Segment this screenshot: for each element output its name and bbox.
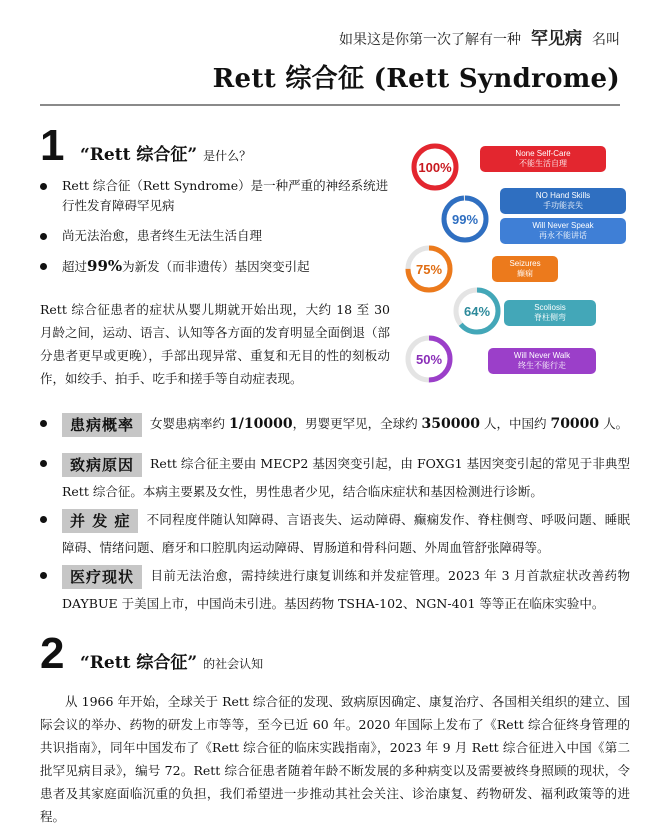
- bullet-dot: [40, 572, 47, 579]
- bullet-pre: 超过: [62, 259, 88, 274]
- section1-bullets: [40, 176, 390, 287]
- page-title: Rett 综合征 (Rett Syndrome): [212, 64, 620, 94]
- ring-50: 50%: [404, 334, 454, 384]
- section1-title: [80, 140, 251, 165]
- label-seizures: Seizures 癫痫: [492, 256, 558, 282]
- tag-complications: 并 发 症: [62, 509, 138, 533]
- tag-treatment: 医疗现状: [62, 565, 142, 589]
- ring-99: 99%: [440, 194, 490, 244]
- bullet-item: 尚无法治愈，患者终生无法生活自理: [40, 226, 390, 246]
- section2-number: 2: [40, 629, 65, 678]
- section1-subtitle: 是什么？: [203, 149, 252, 163]
- label-never-speak: Will Never Speak 再永不能讲话: [500, 218, 626, 244]
- intro-line: [0, 24, 620, 49]
- section1-title-text: “Rett 综合征”: [80, 145, 198, 165]
- section1-number: 1: [40, 121, 65, 170]
- bullet-dot: [40, 460, 47, 467]
- intro-post: 名叫: [592, 32, 620, 48]
- info-treatment: 医疗现状 目前无法治愈，需持续进行康复训练和并发症管理。2023 年 3 月首款症状改善药物 DAYBUE 于美国上市，中国尚未引进。基因药物 TSHA-102、NGN-401 等等正在临床实验中。: [40, 562, 630, 618]
- section2-paragraph: 从 1966 年开始，全球关于 Rett 综合征的发现、致病原因确定、康复治疗、各国相关组织的建立、国际会议的举办、药物的研发上市等等，至今已近 60 年。2020 年国际上发布了《Rett 综合征终身管理的共识指南》，同年中国发布了《Rett 综合征的临床实践指南》，2023 年 9 月 Rett 综合征进入中国《第二批罕见病目录》，编号 72。Rett 综合征患者随着年龄不断发展的多种病变以及需要被终身照顾的现状，令患者及其家庭面临沉重的负担，我们希望进一步推动其社会关注、诊治康复、药物研发、福利政策等的进程。: [40, 694, 630, 824]
- bullet-item: [40, 256, 390, 277]
- bullet-highlight: 99%: [87, 257, 123, 275]
- info-cause: 致病原因 Rett 综合征主要由 MECP2 基因突变引起，由 FOXG1 基因突变引起的常见于非典型 Rett 综合征。本病主要累及女性，男性患者少见，结合临床症状和基因检测进行诊断。: [40, 450, 630, 506]
- ring-75: 75%: [404, 244, 454, 294]
- tag-cause: 致病原因: [62, 453, 142, 477]
- bullet-item: Rett 综合征（Rett Syndrome）是一种严重的神经系统进行性发育障碍罕见病: [40, 176, 390, 216]
- symptom-infographic: [396, 138, 626, 388]
- label-scoliosis: Scoliosis 脊柱侧弯: [504, 300, 596, 326]
- section2-title: [80, 648, 263, 673]
- title-divider: [40, 104, 620, 106]
- ring-100: 100%: [410, 142, 460, 192]
- intro-pre: 如果这是你第一次了解有一种: [339, 32, 521, 48]
- ring-64: 64%: [452, 286, 502, 336]
- label-self-care: None Self-Care 不能生活自理: [480, 146, 606, 172]
- label-never-walk: Will Never Walk 终生不能行走: [488, 348, 596, 374]
- bullet-dot: [40, 420, 47, 427]
- bullet-dot: [40, 516, 47, 523]
- section2-title-text: “Rett 综合征”: [80, 653, 198, 673]
- section2-subtitle: 的社会认知: [203, 657, 264, 671]
- info-prevalence: 患病概率 女婴患病率约 1/10000，男婴更罕见，全球约 350000 人，中国约 70000 人。: [40, 410, 630, 438]
- info-complications: 并 发 症 不同程度伴随认知障碍、言语丧失、运动障碍、癫痫发作、脊柱侧弯、呼吸问题、睡眠障碍、情绪问题、磨牙和口腔肌肉运动障碍、胃肠道和骨科问题、外周血管舒张障碍等。: [40, 506, 630, 562]
- section1-paragraph: Rett 综合征患者的症状从婴儿期就开始出现，大约 18 至 30 月龄之间，运动、语言、认知等各方面的发育明显全面倒退（部分患者更早或更晚），手部出现异常、重复和无目的性的刻板动作，如绞手、拍手、吃手和搓手等自动症表现。: [40, 302, 391, 386]
- label-hand-skills: NO Hand Skills 手功能丧失: [500, 188, 626, 214]
- bullet-post: 为新发（而非遗传）基因突变引起: [122, 259, 310, 274]
- intro-strong: 罕见病: [531, 29, 582, 49]
- tag-prevalence: 患病概率: [62, 413, 142, 437]
